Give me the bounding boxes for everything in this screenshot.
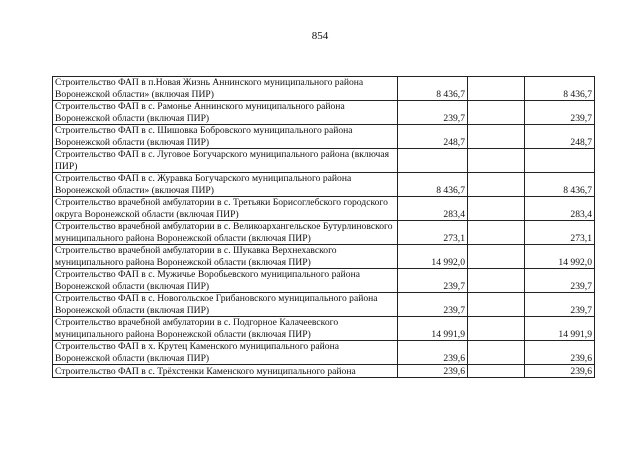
row-total: 239,7 [398, 101, 468, 125]
row-col4: 14 992,0 [525, 245, 595, 269]
row-total: 248,7 [398, 125, 468, 149]
row-col4: 239,7 [525, 269, 595, 293]
table-row [53, 269, 595, 293]
row-name: Строительство врачебной амбулатории в с. Великоархангельское Бутурлиновского муниципального района Воронежской области (включая ПИР) [53, 221, 398, 245]
row-col3 [468, 77, 525, 101]
row-name: Строительство ФАП в с. Рамонье Аннинского муниципального района Воронежской области (включая ПИР) [53, 101, 398, 125]
table-row [53, 245, 595, 269]
budget-table [52, 76, 595, 378]
table-row [53, 77, 595, 101]
row-name: Строительство ФАП в п.Новая Жизнь Аннинского муниципального района Воронежской области» (включая ПИР) [53, 77, 398, 101]
row-col4: 14 991,9 [525, 317, 595, 341]
row-total: 14 991,9 [398, 317, 468, 341]
row-col4 [525, 149, 595, 173]
row-total: 239,7 [398, 293, 468, 317]
row-col4: 239,6 [525, 341, 595, 365]
row-name: Строительство ФАП в с. Журавка Богучарского муниципального района Воронежской области» (включая ПИР) [53, 173, 398, 197]
row-name: Строительство ФАП в с. Новогольское Грибановского муниципального района Воронежской области (включая ПИР) [53, 293, 398, 317]
table-row [53, 101, 595, 125]
row-col4: 239,7 [525, 101, 595, 125]
row-total: 8 436,7 [398, 173, 468, 197]
row-name: Строительство ФАП в с. Луговое Богучарского муниципального района (включая ПИР) [53, 149, 398, 173]
table-row [53, 149, 595, 173]
row-col3 [468, 341, 525, 365]
row-total: 239,7 [398, 269, 468, 293]
row-total: 239,6 [398, 365, 468, 378]
row-name: Строительство ФАП в с. Шишовка Бобровского муниципального района Воронежской области (включая ПИР) [53, 125, 398, 149]
row-col3 [468, 149, 525, 173]
row-total: 14 992,0 [398, 245, 468, 269]
row-name: Строительство ФАП в с. Трёхстенки Каменского муниципального района [53, 365, 398, 378]
row-col4: 239,6 [525, 365, 595, 378]
row-col4: 248,7 [525, 125, 595, 149]
row-col3 [468, 317, 525, 341]
table-row [53, 221, 595, 245]
row-total: 283,4 [398, 197, 468, 221]
page-number: 854 [311, 30, 329, 42]
row-name: Строительство врачебной амбулатории в с. Подгорное Калачеевского муниципального района Воронежской области (включая ПИР) [53, 317, 398, 341]
table-row [53, 365, 595, 378]
row-col4: 283,4 [525, 197, 595, 221]
row-col3 [468, 197, 525, 221]
row-total: 239,6 [398, 341, 468, 365]
row-col3 [468, 101, 525, 125]
row-col3 [468, 245, 525, 269]
row-total: 8 436,7 [398, 77, 468, 101]
row-col4: 239,7 [525, 293, 595, 317]
table-row [53, 293, 595, 317]
table-row [53, 197, 595, 221]
row-col3 [468, 269, 525, 293]
row-total [398, 149, 468, 173]
table-row [53, 173, 595, 197]
table-row [53, 125, 595, 149]
row-total: 273,1 [398, 221, 468, 245]
row-name: Строительство ФАП в х. Крутец Каменского муниципального района Воронежской области (включая ПИР) [53, 341, 398, 365]
table-row [53, 341, 595, 365]
row-name: Строительство врачебной амбулатории в с. Третьяки Борисоглебского городского округа Воронежской области (включая ПИР) [53, 197, 398, 221]
row-col3 [468, 173, 525, 197]
row-col4: 8 436,7 [525, 173, 595, 197]
row-col3 [468, 365, 525, 378]
row-col4: 273,1 [525, 221, 595, 245]
row-name: Строительство ФАП в с. Мужичье Воробьевского муниципального района Воронежской области (включая ПИР) [53, 269, 398, 293]
table-row [53, 317, 595, 341]
row-col3 [468, 125, 525, 149]
row-col3 [468, 293, 525, 317]
row-col3 [468, 221, 525, 245]
row-col4: 8 436,7 [525, 77, 595, 101]
row-name: Строительство врачебной амбулатории в с. Шукавка Верхнехавского муниципального района Воронежской области (включая ПИР) [53, 245, 398, 269]
